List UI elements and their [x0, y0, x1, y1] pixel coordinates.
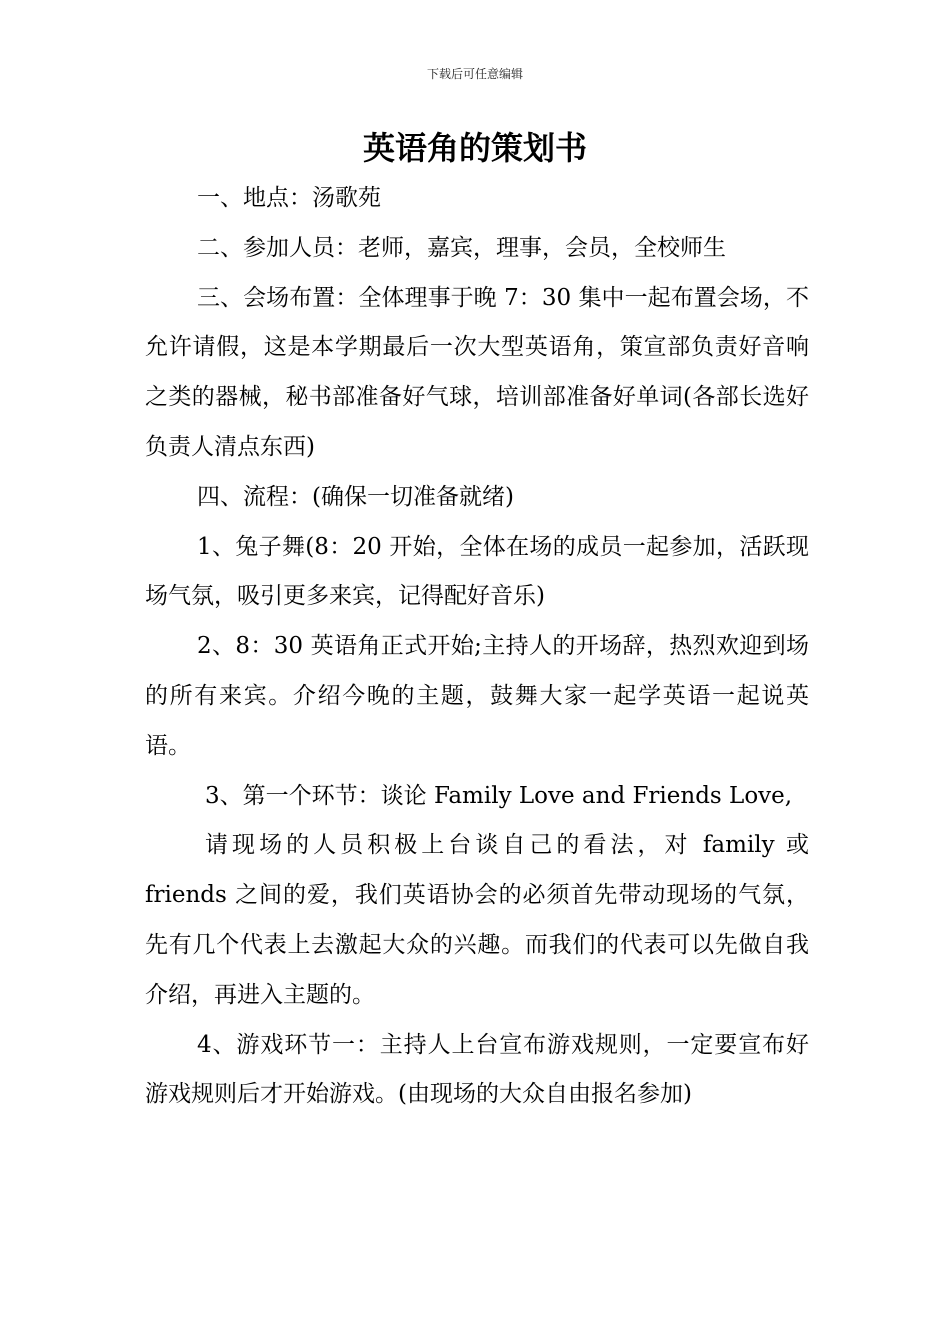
- paragraph-location: 一、地点：汤歌苑: [197, 185, 381, 211]
- document-title: 英语角的策划书: [362, 129, 587, 167]
- paragraph-step-2: 2、8：30 英语角正式开始;主持人的开场辞，热烈欢迎到场的所有来宾。介绍今晚的主题，鼓舞大家一起学英语一起说英语。: [145, 633, 809, 759]
- paragraph-process-heading: 四、流程：(确保一切准备就绪): [197, 483, 514, 510]
- paragraph-step-1: 1、兔子舞(8：20 开始，全体在场的成员一起参加，活跃现场气氛，吸引更多来宾，记得配好音乐): [145, 533, 809, 610]
- header-note: 下载后可任意编辑: [426, 67, 523, 81]
- paragraph-participants: 二、参加人员：老师，嘉宾，理事，会员，全校师生: [197, 234, 726, 261]
- paragraph-venue-setup: 三、会场布置：全体理事于晚 7：30 集中一起布置会场，不允许请假，这是本学期最后一次大型英语角，策宣部负责好音响之类的器械，秘书部准备好气球，培训部准备好单词(各部长选好负责人清点东西): [145, 284, 809, 460]
- paragraph-step-3-detail: 请现场的人员积极上台谈自己的看法，对 family 或 friends 之间的爱，我们英语协会的必须首先带动现场的气氛，先有几个代表上去激起大众的兴趣。而我们的代表可以先做自我介绍，再进入主题的。: [145, 832, 809, 1008]
- document-body: [145, 174, 809, 1120]
- paragraph-step-4: 4、游戏环节一：主持人上台宣布游戏规则，一定要宣布好游戏规则后才开始游戏。(由现场的大众自由报名参加): [145, 1031, 809, 1108]
- paragraph-step-3: 3、第一个环节：谈论 Family Love and Friends Love,: [205, 782, 793, 809]
